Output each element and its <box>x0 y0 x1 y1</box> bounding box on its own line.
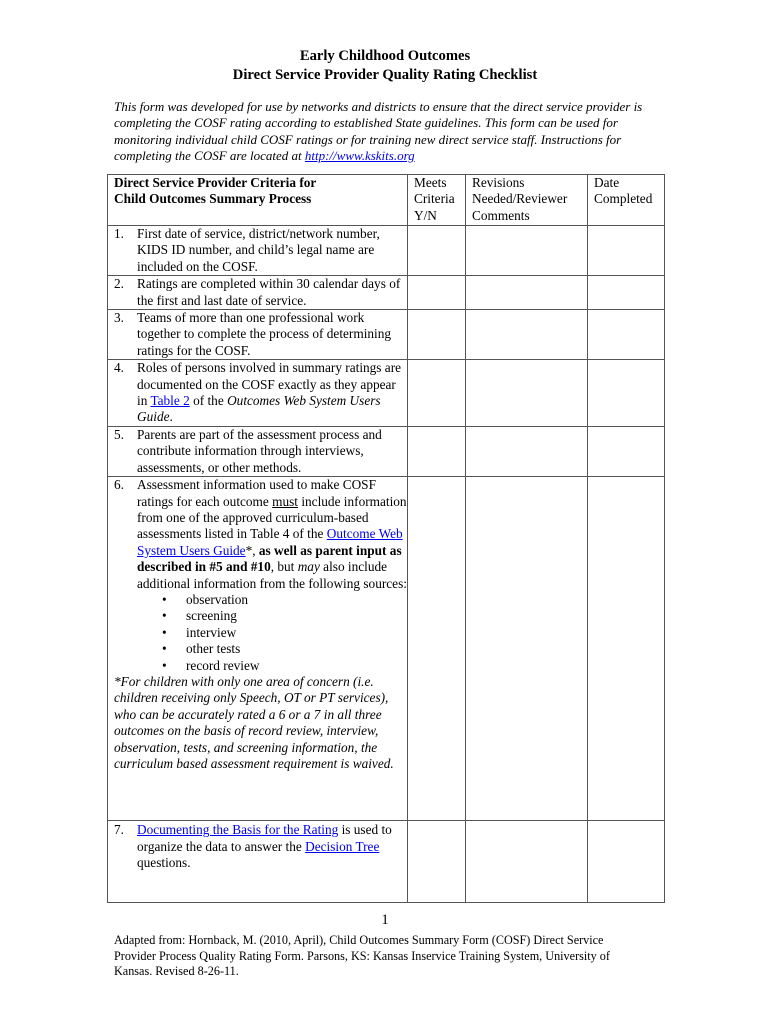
criterion-3-text: Teams of more than one professional work together to complete the process of determining ratings for the COSF. <box>137 310 392 358</box>
decision-tree-link[interactable]: Decision Tree <box>305 838 380 854</box>
table-row <box>108 477 665 821</box>
criterion-5-text: Parents are part of the assessment process and contribute information through interviews, assessments, or other methods. <box>137 426 382 475</box>
table-2-link[interactable]: Table 2 <box>150 393 190 409</box>
date-cell-3[interactable] <box>588 310 665 360</box>
page-title: Early Childhood Outcomes <box>299 48 471 64</box>
date-cell-7[interactable] <box>588 821 665 903</box>
bullet-icon: • <box>162 624 167 640</box>
date-cell-6[interactable] <box>588 477 665 821</box>
item-number: 1. <box>114 226 124 241</box>
item-number: 6. <box>114 477 124 493</box>
criterion-6-text: Assessment information used to make COSF ratings for each outcome must include information from one of the approved curriculum-based assessments listed in Table 4 of the Outcome Web System Users Guide*, as well as parent input as described in #5 and #10, but may also include additional information from the following sources: <box>137 477 407 591</box>
checklist-table <box>107 174 665 903</box>
meets-cell-2[interactable] <box>408 276 466 310</box>
list-item: • screening <box>162 608 237 624</box>
comments-cell-7[interactable] <box>466 821 588 903</box>
bullet-icon: • <box>162 591 167 607</box>
bullet-icon: • <box>162 657 167 673</box>
date-completed-header: Date Completed <box>588 175 665 226</box>
meets-criteria-header: Meets Criteria Y/N <box>408 175 466 226</box>
list-item: • other tests <box>162 641 241 657</box>
waiver-note: *For children with only one area of concern (i.e. children receiving only Speech, OT or PT services), who can be accurately rated a 6 or a 7 in all three outcomes on the basis of record review, interview, observation, tests, and screening information, the curriculum based assessment requirement is waived. <box>114 673 394 771</box>
outcome-web-system-users-guide-link[interactable]: Outcome Web System Users Guide <box>137 526 403 558</box>
meets-cell-7[interactable] <box>408 821 466 903</box>
intro-paragraph <box>114 99 654 165</box>
date-cell-1[interactable] <box>588 226 665 276</box>
table-row <box>108 821 665 903</box>
item-number: 4. <box>114 360 124 376</box>
item-number: 5. <box>114 426 124 442</box>
date-cell-2[interactable] <box>588 276 665 310</box>
header-row <box>108 175 665 226</box>
item-number: 3. <box>114 310 124 326</box>
comments-cell-3[interactable] <box>466 310 588 360</box>
criterion-7-text: Documenting the Basis for the Rating is used to organize the data to answer the Decision Tree questions. <box>137 822 392 870</box>
list-item: • record review <box>162 657 260 673</box>
comments-cell-4[interactable] <box>466 360 588 427</box>
source-list <box>114 592 407 674</box>
bullet-icon: • <box>162 641 167 657</box>
date-cell-5[interactable] <box>588 426 665 476</box>
meets-cell-3[interactable] <box>408 310 466 360</box>
comments-cell-6[interactable] <box>466 477 588 821</box>
meets-cell-5[interactable] <box>408 426 466 476</box>
criterion-4-text: Roles of persons involved in summary ratings are documented on the COSF exactly as they appear in Table 2 of the Outcomes Web System Users Guide. <box>137 360 402 425</box>
comments-cell-2[interactable] <box>466 276 588 310</box>
page-number: 1 <box>381 912 389 928</box>
criteria-header: Direct Service Provider Criteria for Child Outcomes Summary Process <box>108 175 408 226</box>
footer-citation: Adapted from: Hornback, M. (2010, April), Child Outcomes Summary Form (COSF) Direct Service Provider Process Quality Rating Form. Parsons, KS: Kansas Inservice Training System, University of Kansas. Revised 8-26-11. <box>114 933 610 979</box>
criterion-2-text: Ratings are completed within 30 calendar days of the first and last date of service. <box>137 276 401 308</box>
comments-cell-5[interactable] <box>466 426 588 476</box>
table-row <box>108 226 665 276</box>
page-subtitle: Direct Service Provider Quality Rating Checklist <box>232 67 538 83</box>
comments-cell-1[interactable] <box>466 226 588 276</box>
meets-cell-6[interactable] <box>408 477 466 821</box>
meets-cell-1[interactable] <box>408 226 466 276</box>
table-row <box>108 360 665 427</box>
meets-cell-4[interactable] <box>408 360 466 427</box>
kskits-link[interactable]: http://www.kskits.org <box>304 148 415 164</box>
list-item: • observation <box>162 591 249 607</box>
bullet-icon: • <box>162 608 167 624</box>
item-number: 7. <box>114 822 124 838</box>
table-row <box>108 426 665 476</box>
table-row <box>108 276 665 310</box>
date-cell-4[interactable] <box>588 360 665 427</box>
documenting-basis-link[interactable]: Documenting the Basis for the Rating <box>137 822 339 838</box>
table-row <box>108 310 665 360</box>
item-number: 2. <box>114 276 124 292</box>
intro-text: This form was developed for use by networks and districts to ensure that the direct service provider is completing the COSF rating according to established State guidelines. This form can be used for monitoring individual child COSF ratings or for training new direct service staff. Instructions for completing the COSF are located at <box>114 99 643 164</box>
revisions-header: Revisions Needed/Reviewer Comments <box>466 175 588 226</box>
list-item: • interview <box>162 624 237 640</box>
criterion-1-text: First date of service, district/network number, KIDS ID number, and child’s legal name are included on the COSF. <box>137 226 380 274</box>
